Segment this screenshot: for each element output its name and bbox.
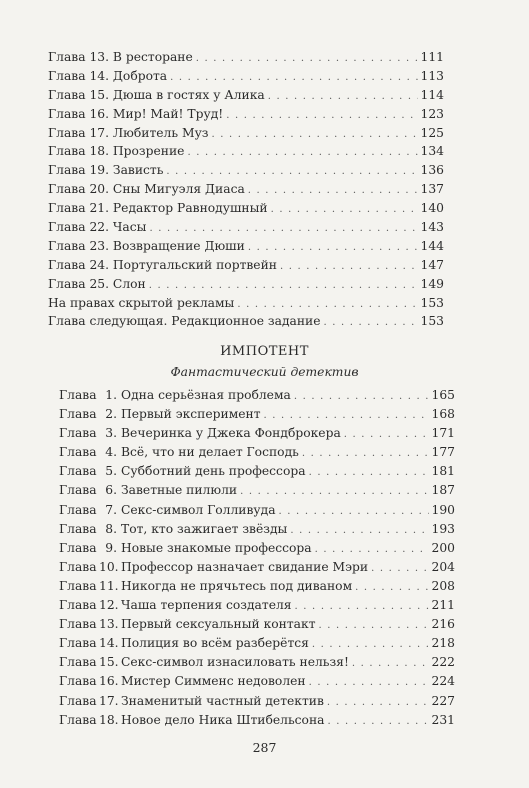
toc-entry-number: 12. <box>99 598 119 613</box>
toc-entry <box>59 692 455 711</box>
dot-leader <box>196 50 418 69</box>
toc-entry <box>59 443 455 462</box>
dot-leader <box>312 635 429 654</box>
toc-entry-page: 168 <box>431 407 455 422</box>
toc-entry-number: 3. <box>105 426 117 441</box>
toc-entry-title: Глава 17. Любитель Муз <box>48 125 209 140</box>
toc-entry <box>59 424 455 443</box>
toc-entry-page: 114 <box>420 87 444 102</box>
toc-entry <box>59 672 455 691</box>
section-title: ИМПОТЕНТ <box>220 344 309 359</box>
toc-entry-label: Глава <box>59 388 97 402</box>
toc-entry-page: 137 <box>420 182 444 197</box>
toc-entry <box>59 481 455 500</box>
toc-entry-title: Первый эксперимент <box>121 407 261 422</box>
toc-entry-page: 224 <box>431 674 455 689</box>
toc-entry-page: 231 <box>431 712 455 727</box>
toc-entry-number: 1. <box>105 388 117 402</box>
toc-entry-page: 177 <box>431 445 455 460</box>
dot-leader <box>309 673 429 692</box>
toc-entry-title: Глава 13. В ресторане <box>48 50 193 64</box>
dot-leader <box>355 578 428 597</box>
toc-entry-title: Новые знакомые профессора <box>121 540 312 555</box>
toc-entry <box>59 653 455 672</box>
toc-entry-label: Глава <box>59 617 97 632</box>
toc-entry-number: 6. <box>105 483 117 498</box>
toc-entry-page: 153 <box>420 295 444 310</box>
toc-entry-number: 13. <box>99 617 119 632</box>
toc-entry-number: 8. <box>105 521 117 536</box>
toc-entry-label: Глава <box>59 598 97 613</box>
toc-entry <box>59 615 455 634</box>
toc-list-part2 <box>59 386 455 730</box>
toc-entry-page: 204 <box>431 559 455 574</box>
toc-entry-title: Глава 20. Сны Мигуэля Диаса <box>48 182 245 197</box>
toc-entry-title: Вечеринка у Джека Фондброкера <box>121 426 341 441</box>
dot-leader <box>212 126 418 145</box>
toc-entry-number: 10. <box>99 559 119 574</box>
toc-entry-page: 216 <box>431 617 455 632</box>
toc-entry-page: 134 <box>420 144 444 159</box>
toc-entry <box>59 386 455 405</box>
toc-entry-title: Профессор назначает свидание Мэри <box>121 559 369 574</box>
toc-entry <box>48 312 444 331</box>
toc-entry-label: Глава <box>59 540 97 555</box>
toc-entry-number: 2. <box>105 407 117 422</box>
toc-entry-label: Глава <box>59 483 97 498</box>
toc-entry-page: 222 <box>431 655 455 670</box>
toc-entry <box>48 275 444 294</box>
toc-entry-page: 149 <box>420 276 444 291</box>
toc-entry-page: 187 <box>431 483 455 498</box>
toc-entry-page: 140 <box>420 201 444 216</box>
toc-entry-page: 218 <box>431 636 455 651</box>
toc-entry-label: Глава <box>59 693 97 708</box>
dot-leader <box>290 521 428 540</box>
toc-entry-title: На правах скрытой рекламы <box>48 295 235 310</box>
dot-leader <box>240 482 428 501</box>
toc-entry-label: Глава <box>59 426 97 441</box>
toc-entry-number: 17. <box>99 693 119 708</box>
dot-leader <box>327 693 429 712</box>
dot-leader <box>248 182 418 201</box>
toc-entry-title: Знаменитый частный детектив <box>121 693 324 708</box>
toc-entry-title: Чаша терпения создателя <box>121 598 292 613</box>
toc-entry-page: 190 <box>431 502 455 517</box>
toc-entry-title: Глава 22. Часы <box>48 220 147 235</box>
toc-entry <box>48 142 444 161</box>
toc-entry-title: Секс-символ изнасиловать нельзя! <box>121 655 349 670</box>
toc-entry-label: Глава <box>59 636 97 651</box>
toc-entry-page: 143 <box>420 220 444 235</box>
dot-leader <box>295 597 429 616</box>
dot-leader <box>352 654 429 673</box>
toc-entry <box>48 256 444 275</box>
toc-entry <box>48 67 444 86</box>
toc-entry-page: 193 <box>431 521 455 536</box>
toc-entry-page: 211 <box>431 598 455 613</box>
toc-entry-page: 123 <box>420 106 444 121</box>
dot-leader <box>279 502 429 521</box>
toc-entry-title: Никогда не прячьтесь под диваном <box>121 578 353 593</box>
toc-entry-page: 113 <box>420 68 444 83</box>
dot-leader <box>328 712 429 731</box>
toc-entry-label: Глава <box>59 521 97 536</box>
toc-entry <box>59 462 455 481</box>
section-subtitle: Фантастический детектив <box>170 365 359 379</box>
toc-entry-number: 15. <box>99 655 119 670</box>
toc-entry-title: Глава 23. Возвращение Дюши <box>48 238 245 253</box>
toc-entry <box>59 558 455 577</box>
toc-entry-title: Секс-символ Голливуда <box>121 502 276 517</box>
toc-entry <box>48 180 444 199</box>
toc-entry-title: Субботний день профессора <box>121 464 306 479</box>
toc-entry-title: Мистер Симменс недоволен <box>121 674 306 689</box>
toc-entry <box>59 520 455 539</box>
dot-leader <box>226 107 417 126</box>
toc-entry-title: Полиция во всём разберётся <box>121 636 309 651</box>
toc-entry-label: Глава <box>59 674 97 689</box>
toc-entry <box>48 218 444 237</box>
toc-entry-page: 136 <box>420 163 444 178</box>
toc-entry <box>48 294 444 313</box>
dot-leader <box>315 540 429 559</box>
toc-entry-page: 227 <box>431 693 455 708</box>
toc-entry-title: Одна серьёзная проблема <box>121 388 291 402</box>
page-number: 287 <box>252 740 277 755</box>
dot-leader <box>319 616 429 635</box>
toc-entry <box>59 634 455 653</box>
toc-entry-label: Глава <box>59 655 97 670</box>
toc-entry-number: 7. <box>105 502 117 517</box>
toc-entry-page: 208 <box>431 578 455 593</box>
dot-leader <box>280 258 418 277</box>
toc-entry <box>59 539 455 558</box>
dot-leader <box>264 406 429 425</box>
toc-entry-title: Глава следующая. Редакционное задание <box>48 314 321 329</box>
toc-entry-title: Новое дело Ника Штибельсона <box>121 712 325 727</box>
toc-entry-title: Глава 15. Дюша в гостях у Алика <box>48 87 265 102</box>
toc-entry-title: Тот, кто зажигает звёзды <box>121 521 288 536</box>
toc-entry-title: Глава 21. Редактор Равнодушный <box>48 201 268 216</box>
toc-entry-label: Глава <box>59 712 97 727</box>
toc-entry-title: Глава 19. Зависть <box>48 163 164 178</box>
toc-entry-title: Глава 24. Португальский портвейн <box>48 257 277 272</box>
toc-entry-title: Глава 16. Мир! Май! Труд! <box>48 106 224 121</box>
toc-entry-page: 147 <box>420 257 444 272</box>
toc-entry-label: Глава <box>59 578 97 593</box>
toc-entry-page: 181 <box>431 464 455 479</box>
dot-leader <box>302 444 429 463</box>
dot-leader <box>309 463 429 482</box>
toc-entry <box>59 577 455 596</box>
toc-entry <box>59 711 455 730</box>
toc-list-part1 <box>48 48 444 331</box>
toc-entry-title: Первый сексуальный контакт <box>121 617 316 632</box>
toc-entry-page: 200 <box>431 540 455 555</box>
toc-entry <box>48 161 444 180</box>
toc-entry-number: 14. <box>99 636 119 651</box>
toc-entry <box>48 48 444 67</box>
toc-entry-number: 5. <box>105 464 117 479</box>
toc-entry-number: 9. <box>105 540 117 555</box>
toc-entry <box>59 596 455 615</box>
toc-entry-title: Всё, что ни делает Господь <box>121 445 299 460</box>
toc-entry-page: 171 <box>431 426 455 441</box>
toc-entry-label: Глава <box>59 502 97 517</box>
toc-entry-number: 16. <box>99 674 119 689</box>
dot-leader <box>344 425 429 444</box>
dot-leader <box>187 144 417 163</box>
toc-entry <box>59 405 455 424</box>
dot-leader <box>324 314 418 333</box>
toc-entry-title: Глава 18. Прозрение <box>48 144 185 159</box>
dot-leader <box>268 88 418 107</box>
toc-entry-label: Глава <box>59 407 97 422</box>
dot-leader <box>271 201 418 220</box>
toc-entry-number: 4. <box>105 445 117 460</box>
toc-entry-page: 153 <box>420 314 444 329</box>
toc-entry-page: 125 <box>420 125 444 140</box>
toc-entry <box>48 124 444 143</box>
toc-entry-label: Глава <box>59 464 97 479</box>
toc-entry <box>48 237 444 256</box>
toc-entry-title: Глава 14. Доброта <box>48 68 168 83</box>
dot-leader <box>371 559 428 578</box>
toc-entry-number: 11. <box>99 578 119 593</box>
toc-entry <box>48 199 444 218</box>
dot-leader <box>294 387 429 406</box>
toc-entry-page: 111 <box>420 50 444 64</box>
toc-entry-page: 165 <box>431 388 455 402</box>
toc-entry-title: Заветные пилюли <box>121 483 238 498</box>
toc-entry <box>48 86 444 105</box>
toc-entry <box>59 501 455 520</box>
toc-entry-number: 18. <box>99 712 119 727</box>
toc-entry-page: 144 <box>420 238 444 253</box>
toc-entry-title: Глава 25. Слон <box>48 276 146 291</box>
toc-entry-label: Глава <box>59 559 97 574</box>
toc-entry-label: Глава <box>59 445 97 460</box>
toc-entry <box>48 105 444 124</box>
